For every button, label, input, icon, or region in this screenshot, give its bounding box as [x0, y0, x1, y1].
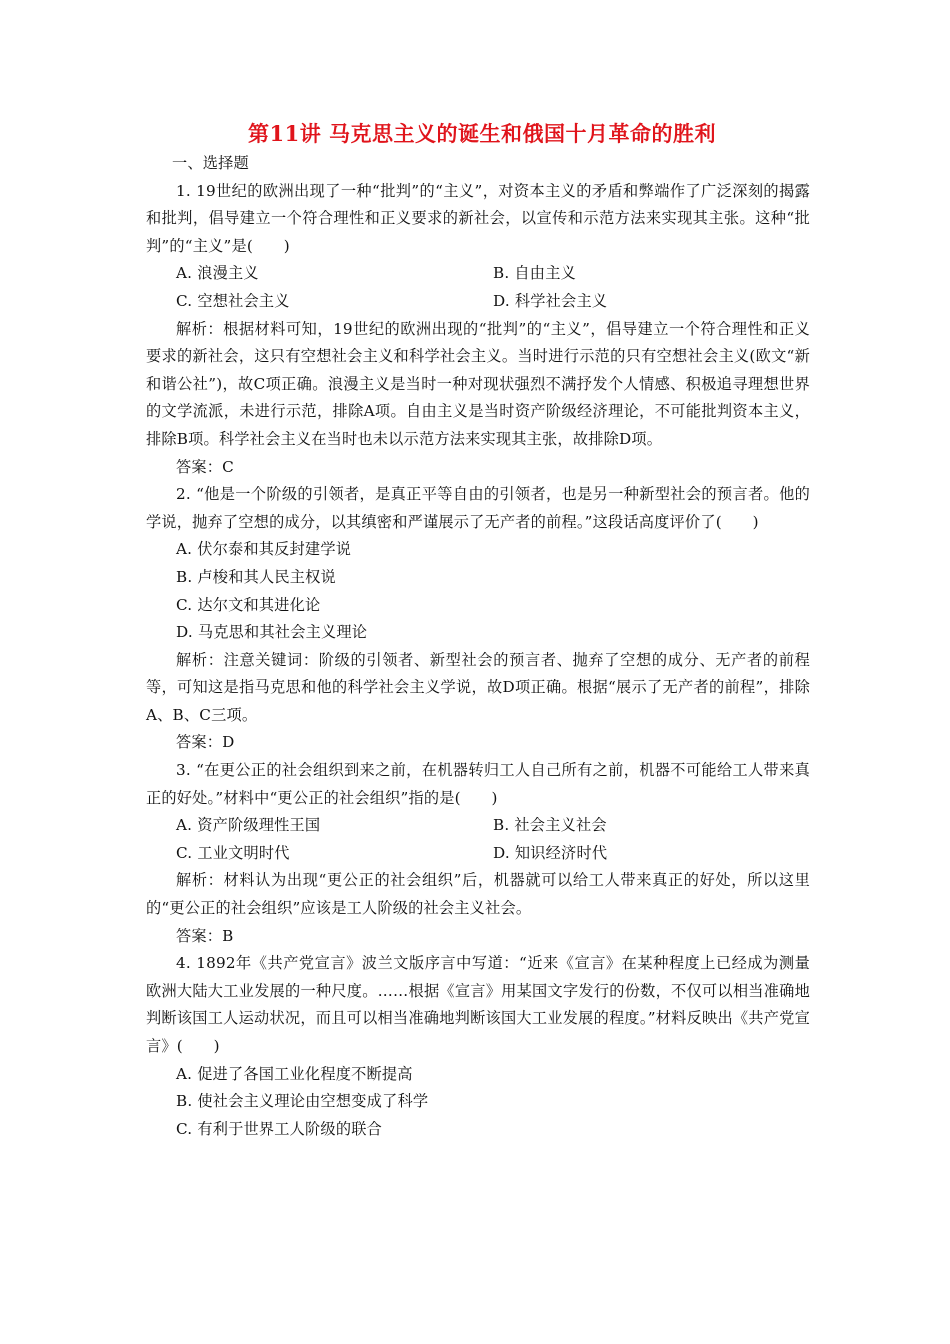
- question-3-option-b: B. 社会主义社会: [493, 816, 607, 835]
- question-4-stem: 4. 1892年《共产党宣言》波兰文版序言中写道：“近来《宣言》在某种程度上已经成为测量欧洲大陆大工业发展的一种尺度。……根据《宣言》用某国文字发行的份数，不仅可以相当准确地判断该国工人运动状况，而且可以相当准确地判断该国大工业发展的程度。”材料反映出《共产党宣言》( ): [146, 954, 810, 1055]
- question-4-option-a: A. 促进了各国工业化程度不断提高: [176, 1064, 413, 1083]
- question-1-answer: 答案：C: [176, 457, 234, 476]
- question-1-analysis: 解析：根据材料可知，19世纪的欧洲出现的“批判”的“主义”，倡导建立一个符合理性和正义要求的新社会，这只有空想社会主义和科学社会主义。当时进行示范的只有空想社会主义(欧文“新和谐公社”)，故C项正确。浪漫主义是当时一种对现状强烈不满抒发个人情感、积极追寻理想世界的文学流派，未进行示范，排除A项。自由主义是当时资产阶级经济理论，不可能批判资本主义，排除B项。科学社会主义在当时也未以示范方法来实现其主张，故排除D项。: [146, 319, 810, 448]
- question-4-option-b: B. 使社会主义理论由空想变成了科学: [176, 1092, 429, 1111]
- question-1-option-c: C. 空想社会主义: [176, 291, 290, 310]
- question-1-option-b: B. 自由主义: [493, 264, 576, 283]
- question-3-analysis: 解析：材料认为出现“更公正的社会组织”后，机器就可以给工人带来真正的好处，所以这里的“更公正的社会组织”应该是工人阶级的社会主义社会。: [146, 871, 810, 918]
- question-3-option-d: D. 知识经济时代: [493, 843, 608, 862]
- question-1-options-row-2: [146, 288, 810, 316]
- document-page: [146, 118, 810, 1143]
- question-3-answer: 答案：B: [176, 926, 234, 945]
- question-3-stem: 3. “在更公正的社会组织到来之前，在机器转归工人自己所有之前，机器不可能给工人带来真正的好处。”材料中“更公正的社会组织”指的是( ): [146, 761, 810, 807]
- question-4-option-c: C. 有利于世界工人阶级的联合: [176, 1119, 382, 1138]
- question-3-options-row-2: [146, 840, 810, 868]
- question-2-stem: 2. “他是一个阶级的引领者，是真正平等自由的引领者，也是另一种新型社会的预言者。他的学说，抛弃了空想的成分，以其缜密和严谨展示了无产者的前程。”这段话高度评价了( ): [146, 485, 810, 531]
- question-1-option-d: D. 科学社会主义: [493, 291, 608, 310]
- question-2-option-c: C. 达尔文和其进化论: [176, 595, 321, 614]
- question-2-analysis: 解析：注意关键词：阶级的引领者、新型社会的预言者、抛弃了空想的成分、无产者的前程等，可知这是指马克思和他的科学社会主义学说，故D项正确。根据“展示了无产者的前程”，排除A、B、C三项。: [146, 650, 810, 724]
- question-2-option-a: A. 伏尔泰和其反封建学说: [176, 540, 352, 559]
- section-heading: 一、选择题: [172, 154, 249, 172]
- question-1-option-a: A. 浪漫主义: [176, 264, 259, 283]
- document-title: 第11讲 马克思主义的诞生和俄国十月革命的胜利: [247, 121, 717, 146]
- question-3-options-row-1: [146, 812, 810, 840]
- question-2-option-b: B. 卢梭和其人民主权说: [176, 567, 336, 586]
- question-3-option-c: C. 工业文明时代: [176, 843, 290, 862]
- question-3-option-a: A. 资产阶级理性王国: [176, 816, 321, 835]
- question-2-answer: 答案：D: [176, 733, 235, 752]
- question-1-stem: 1. 19世纪的欧洲出现了一种“批判”的“主义”，对资本主义的矛盾和弊端作了广泛深刻的揭露和批判，倡导建立一个符合理性和正义要求的新社会，以宣传和示范方法来实现其主张。这种“批判”的“主义”是( ): [146, 181, 810, 255]
- question-2-option-d: D. 马克思和其社会主义理论: [176, 623, 368, 642]
- question-1-options-row-1: [146, 260, 810, 288]
